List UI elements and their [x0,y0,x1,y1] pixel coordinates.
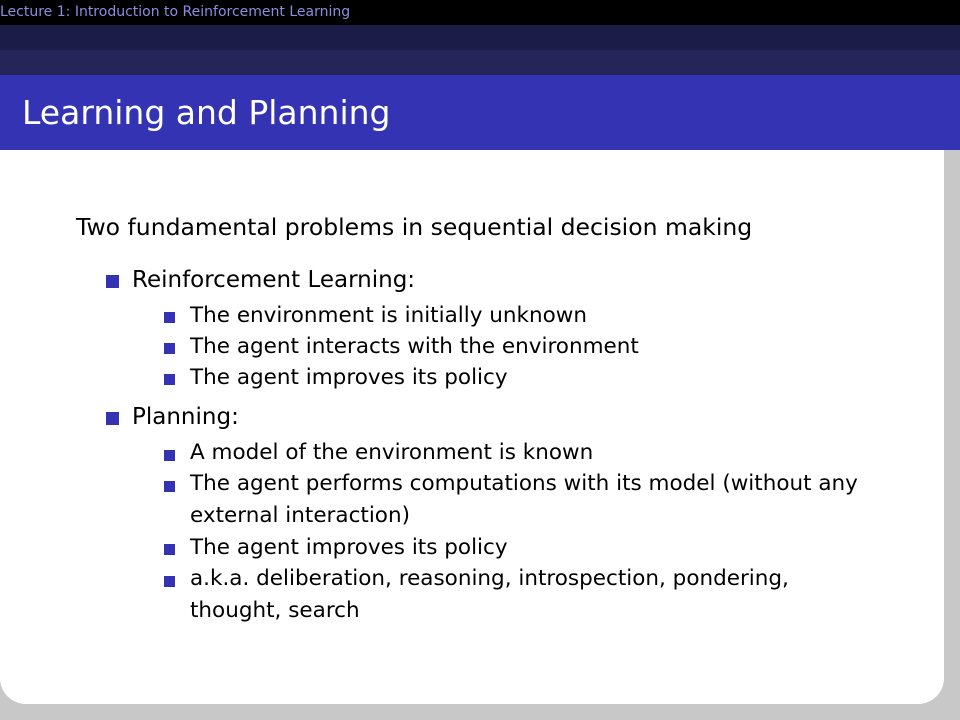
intro-text: Two fundamental problems in sequential decision making [76,213,753,241]
list-subitem: The agent performs computations with its model (without any [190,471,858,496]
list-item-rl: Reinforcement Learning: [132,267,416,293]
bullet-square-icon [164,450,175,461]
headline-subsection-row [0,25,960,50]
list-subitem: The agent improves its policy [190,365,508,390]
frame-title-bar [0,75,960,150]
bullet-square-icon [106,412,119,425]
list-subitem-continuation: external interaction) [190,503,410,528]
bullet-square-icon [164,374,175,385]
bullet-square-icon [164,544,175,555]
list-item-planning: Planning: [132,404,239,430]
section-title: Lecture 1: Introduction to Reinforcement Learning [0,4,351,20]
headline-spacer-row [0,50,960,75]
list-subitem: The agent improves its policy [190,535,508,560]
bullet-square-icon [164,576,175,587]
page-title: Learning and Planning [22,93,391,132]
headline-bar [0,0,960,75]
list-subitem: The environment is initially unknown [190,303,587,328]
bullet-square-icon [164,343,175,354]
bullet-square-icon [164,481,175,492]
list-subitem: The agent interacts with the environment [190,334,639,359]
headline-section-row [0,0,960,25]
bullet-square-icon [106,275,119,288]
list-subitem: a.k.a. deliberation, reasoning, introspection, pondering, [190,566,789,591]
list-subitem: A model of the environment is known [190,440,594,465]
bullet-square-icon [164,312,175,323]
list-subitem-continuation: thought, search [190,598,360,623]
